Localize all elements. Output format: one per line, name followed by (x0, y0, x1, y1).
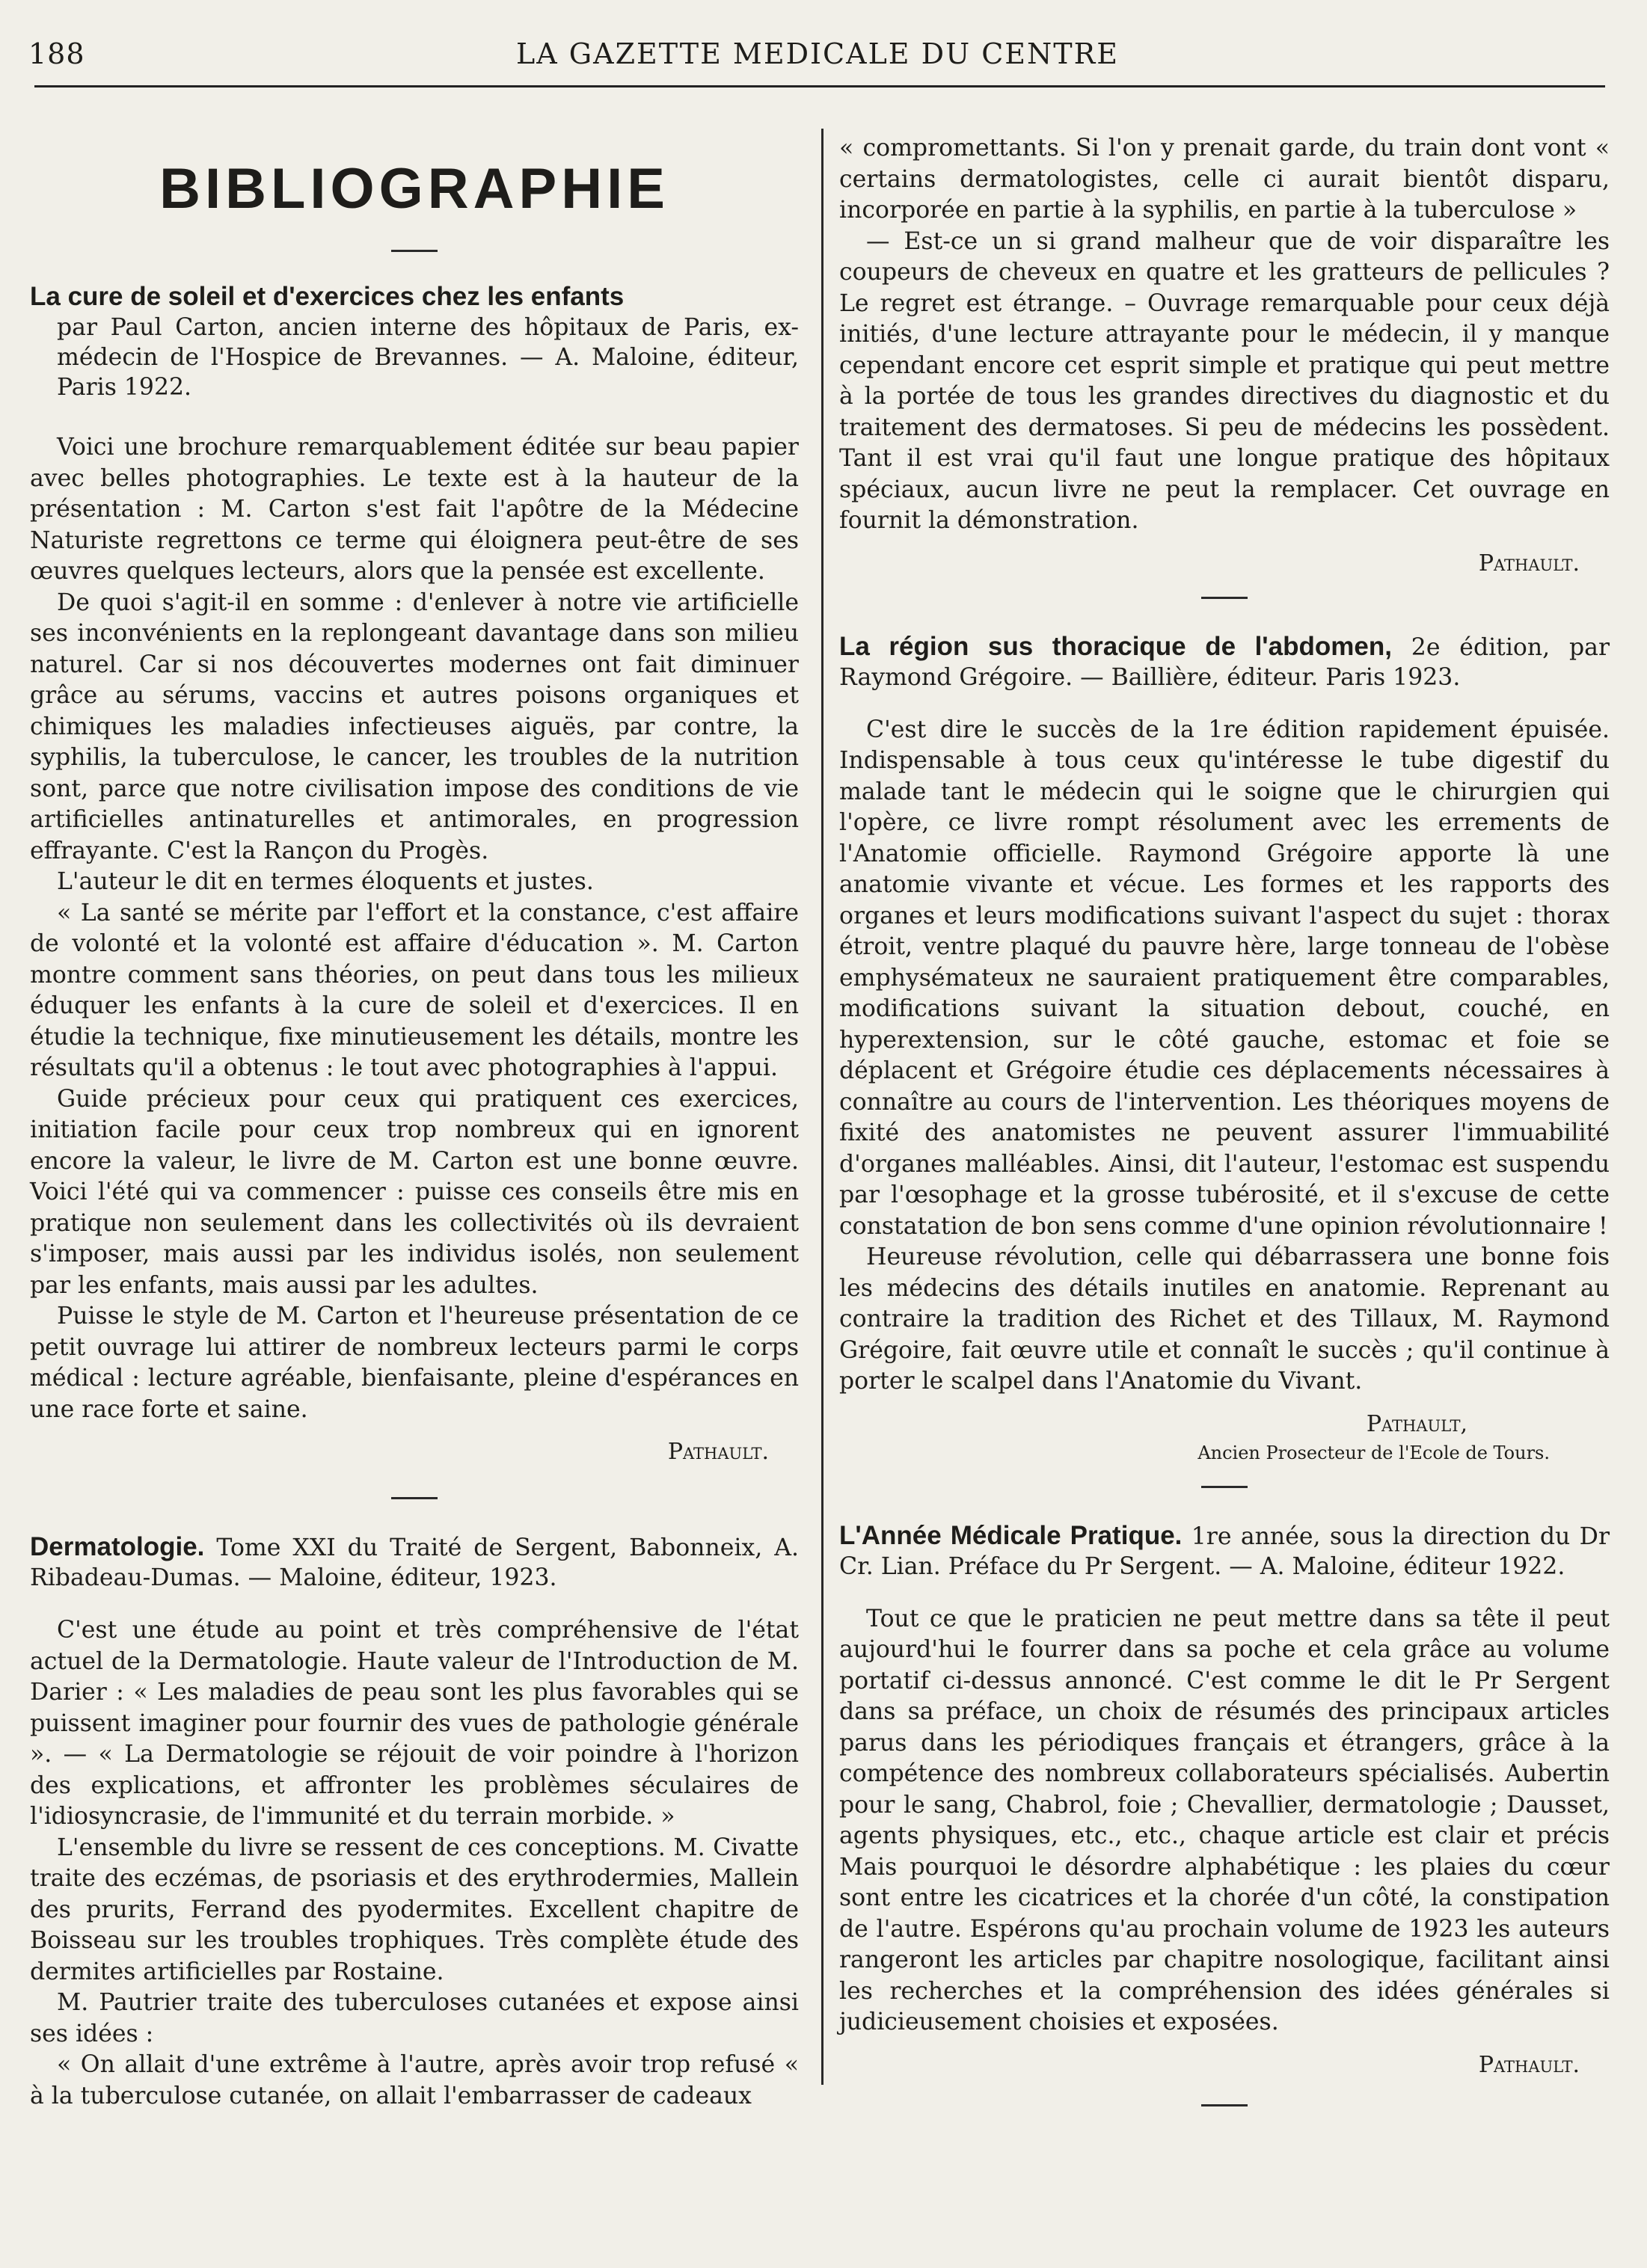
paragraph: C'est une étude au point et très compréhensive de l'état actuel de la Dermatologie. Haute valeur de l'Introduction de M. Darier : « Les maladies de peau sont les plus favorables qui se puissent imaginer pour fournir des vues de pathologie générale ». — « La Dermatologie se réjouit de voir poindre à l'horizon des explications, et affronter les problèmes séculaires de l'idiosyncrasie, de l'immunité et du terrain morbide. » (30, 1617, 799, 1830)
separator-rule (1201, 2104, 1248, 2106)
section-title: BIBLIOGRAPHIE (159, 157, 669, 221)
signature: Pathault. (1478, 2051, 1580, 2078)
separator-rule (391, 1497, 438, 1499)
signature: Pathault. (667, 1439, 769, 1465)
review-heading-cure-de-soleil (30, 282, 799, 402)
left-column (30, 133, 799, 2112)
paragraph: — Est-ce un si grand malheur que de voir disparaître les coupeurs de cheveux en quatre et les gratteurs de pellicules ? Le regret est étrange. – Ouvrage remarquable pour ceux déjà initiés, d'une lecture attrayante pour le médecin, il y manque cependant encore cet esprit simple et pratique qui peut mettre à la portée de tous les grandes directives du diagnostic et du traitement des dermatoses. Si peu de médecins les possèdent. Tant il est vrai qu'il faut une longue pratique des hôpitaux spéciaux, aucun livre ne peut la remplacer. Cet ouvrage en fournit la démonstration. (839, 227, 1610, 534)
review-title: La région sus thoracique de l'abdomen, (839, 631, 1392, 661)
separator-rule (1201, 597, 1248, 599)
paragraph: Puisse le style de M. Carton et l'heureuse présentation de ce petit ouvrage lui attirer de nombreux lecteurs parmi le corps médical : lecture agréable, bienfaisante, pleine d'espérances en une race forte et saine. (30, 1303, 799, 1423)
review-heading-annee-medicale (839, 1521, 1610, 1582)
review-title: La cure de soleil et d'exercices chez les enfants (30, 282, 625, 311)
paragraph: Guide précieux pour ceux qui pratiquent ces exercices, initiation facile pour ceux trop nombreux qui en ignorent encore la valeur, le livre de M. Carton est une bonne œuvre. Voici l'été qui va commencer : puisse ces conseils être mis en pratique non seulement dans les collectivités où ils devraient s'imposer, mais aussi par les individus isolés, non seulement par les enfants, mais aussi par les adultes. (30, 1085, 799, 1299)
journal-title: LA GAZETTE MEDICALE DU CENTRE (516, 37, 1119, 70)
right-column (839, 133, 1610, 2106)
review-byline: par Paul Carton, ancien interne des hôpitaux de Paris, ex-médecin de l'Hospice de Brevannes. — A. Maloine, éditeur, Paris 1922. (57, 314, 799, 401)
review-title: L'Année Médicale Pratique. (839, 1520, 1183, 1550)
column-divider (821, 129, 824, 2085)
signature-affiliation: Ancien Prosecteur de l'Ecole de Tours. (1197, 1442, 1550, 1463)
signature: Pathault. (1478, 550, 1580, 577)
separator-rule (391, 250, 438, 252)
paragraph: C'est dire le succès de la 1re édition rapidement épuisée. Indispensable à tous ceux qu'intéresse le tube digestif du malade tant le médecin qui le soigne que le chirurgien qui l'opère, ce livre rompt résolument avec les errements de l'Anatomie officielle. Raymond Grégoire apporte là une anatomie vivante et vécue. Les formes et les rapports des organes et leurs modifications suivant l'aspect du sujet : thorax étroit, ventre plaqué du pauvre hère, large tonneau de l'obèse emphysémateux ne sauraient pratiquement être comparables, modifications suivant la situation debout, couché, en hyperextension, sur le côté gauche, estomac et foie se déplacent et Grégoire étudie ces déplacements nécessaires à connaître au cours de l'intervention. Les théoriques moyens de fixité des anatomistes ne peuvent assurer l'immuabilité d'organes malléables. Ainsi, dit l'auteur, l'estomac est suspendu par l'œsophage et la grosse tubérosité, et il s'excuse de cette constatation de bon sens comme d'une opinion révolutionnaire ! (839, 716, 1610, 1240)
paragraph: Voici une brochure remarquablement éditée sur beau papier avec belles photographies. Le texte est à la hauteur de la présentation : M. Carton s'est fait l'apôtre de la Médecine Naturiste regrettons ce terme qui éloignera peut-être de ses œuvres quelques lecteurs, alors que la pensée est excellente. (30, 434, 799, 585)
review-title: Dermatologie. (30, 1532, 205, 1561)
signature: Pathault, (1366, 1410, 1467, 1437)
review-byline: 2e édition, par Raymond Grégoire. — Baillière, éditeur. Paris 1923. (839, 633, 1610, 691)
review-byline: Tome XXI du Traité de Sergent, Babonneix, A. Ribadeau-Dumas. — Maloine, éditeur, 1923. (30, 1534, 799, 1591)
paragraph: « La santé se mérite par l'effort et la constance, c'est affaire de volonté et la volonté est affaire d'éducation ». M. Carton montre comment sans théories, on peut dans tous les milieux éduquer les enfants à la cure de soleil et d'exercices. Il en étudie la technique, fixe minutieusement les détails, montre les résultats qu'il a obtenus : le tout avec photographies à l'appui. (30, 899, 799, 1081)
paragraph: L'auteur le dit en termes éloquents et justes. (57, 868, 594, 895)
paragraph: Tout ce que le praticien ne peut mettre dans sa tête il peut aujourd'hui le fourrer dans sa poche et cela grâce au volume portatif ci-dessus annoncé. C'est comme le dit le Pr Sergent dans sa préface, un choix de résumés des principaux articles parus dans les périodiques français et étrangers, grâce à la compétence des nombreux collaborateurs spécialisés. Aubertin pour le sang, Chabrol, foie ; Chevallier, dermatologie ; Dausset, agents physiques, etc., etc., chaque article est clair et précis Mais pourquoi le désordre alphabétique : les plaies du cœur sont entre les cicatrices et la chorée d'un côté, la constipation de l'autre. Espérons qu'au prochain volume de 1923 les auteurs rangeront les articles par chapitre nosologique, facilitant ainsi les recherches et la compréhension des idées générales si judicieusement choisies et exposées. (839, 1605, 1610, 2035)
separator-rule (1201, 1486, 1248, 1488)
review-heading-dermatologie (30, 1532, 799, 1593)
paragraph: M. Pautrier traite des tuberculoses cutanées et expose ainsi ses idées : (30, 1989, 799, 2047)
review-heading-region-sus-thoracique (839, 632, 1610, 692)
header-rule (34, 85, 1605, 87)
running-head (28, 37, 1607, 75)
paragraph: « On allait d'une extrême à l'autre, après avoir trop refusé « à la tuberculose cutanée, on allait l'embarrasser de cadeaux (30, 2051, 799, 2109)
paragraph: Heureuse révolution, celle qui débarrassera une bonne fois les médecins des détails inutiles en anatomie. Reprenant au contraire la tradition des Richet et des Tillaux, M. Raymond Grégoire, fait œuvre utile et connaît le succès ; qu'il continue à porter le scalpel dans l'Anatomie du Vivant. (839, 1244, 1610, 1395)
page-number: 188 (28, 37, 85, 70)
paragraph: « compromettants. Si l'on y prenait garde, du train dont vont « certains dermatologistes, celle ci aurait bientôt disparu, incorporée en partie à la syphilis, en partie à la tuberculose » (839, 135, 1610, 224)
paragraph: De quoi s'agit-il en somme : d'enlever à notre vie artificielle ses inconvénients en la replongeant davantage dans son milieu naturel. Car si nos découvertes modernes ont fait diminuer grâce au sérums, vaccins et autres poisons organiques et chimiques les maladies infectieuses aiguës, par contre, la syphilis, la tuberculose, le cancer, les troubles de la nutrition sont, parce que notre civilisation impose des conditions de vie artificielles antinaturelles et antimorales, en progression effrayante. C'est la Rançon du Progès. (30, 588, 799, 864)
paragraph: L'ensemble du livre se ressent de ces conceptions. M. Civatte traite des eczémas, de psoriasis et des erythrodermies, Mallein des prurits, Ferrand des pyodermites. Excellent chapitre de Boisseau sur les troubles trophiques. Très complète étude des dermites artificielles par Rostaine. (30, 1834, 799, 1985)
review-byline: 1re année, sous la direction du Dr Cr. Lian. Préface du Pr Sergent. — A. Maloine, éditeur 1922. (839, 1522, 1610, 1580)
